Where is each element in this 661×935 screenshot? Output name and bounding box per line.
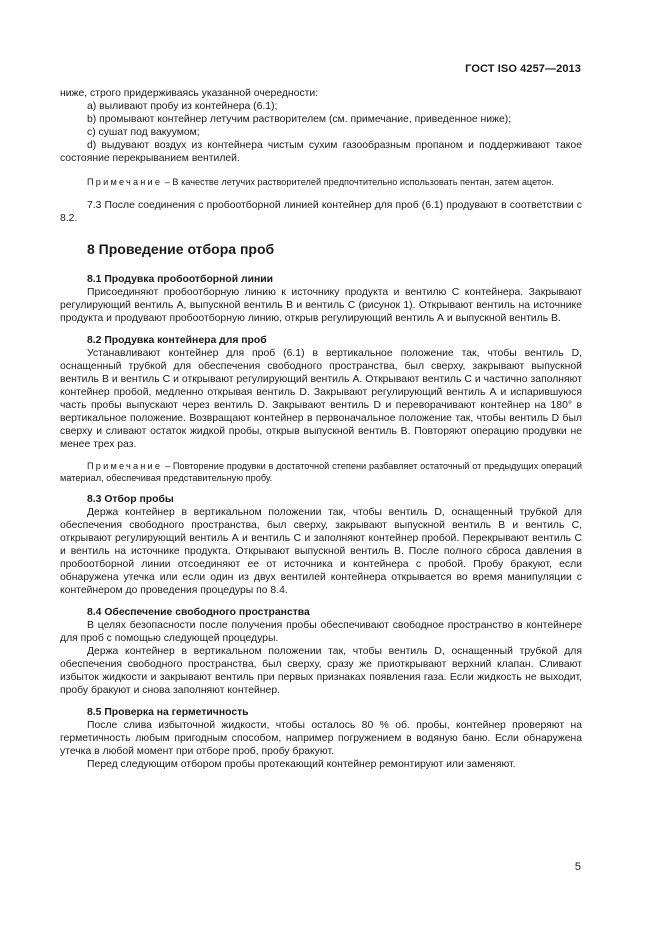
note-solvents — [60, 176, 582, 188]
subsection-8-5-text-2: Перед следующим отбором пробы протекающий контейнер ремонтируют или заменяют. — [87, 759, 516, 770]
step-a: а) выливают пробу из контейнера (6.1); — [87, 101, 278, 112]
page-content — [60, 87, 582, 771]
standard-header: ГОСТ ISO 4257—2013 — [465, 63, 581, 75]
subsection-8-4-text-1: В целях безопасности после получения пробы обеспечивают свободное пространство в контейнере для проб с помощью следующей процедуры. — [60, 620, 582, 644]
subsection-8-4-title: 8.4 Обеспечение свободного пространства — [87, 607, 310, 618]
clause-7-3: 7.3 После соединения с пробоотборной линией контейнер для проб (6.1) продувают в соответствии с 8.2. — [60, 200, 582, 224]
subsection-8-5-title: 8.5 Проверка на герметичность — [87, 707, 249, 718]
subsection-8-2-text: Устанавливают контейнер для проб (6.1) в вертикальное положение так, чтобы вентиль D, оснащенный трубкой для обеспечения свободного пространства, был сверху, закрывают выпускной вентиль В и вентиль С и открывают регулирующий вентиль А. Открывают вентиль С и частично заполняют контейнер пробой, медленно открывая вентиль D. Закрывают регулирующий вентиль А и испарившуюся часть пробы выпускают через вентиль D. Закрывают вентиль D и переворачивают контейнер на 180° в вертикальное положение. Возвращают контейнер в первоначальное положение так, чтобы вентиль D был сверху и сливают остаток жидкой пробы, открыв выпускной вентиль В. Повторяют операцию продувки не менее трех раз. — [60, 348, 582, 450]
note-text: – Повторение продувки в достаточной степени разбавляет остаточный от предыдущих операций материал, обеспечивая представительную пробу. — [60, 461, 582, 483]
subsection-8-2-title: 8.2 Продувка контейнера для проб — [87, 335, 267, 346]
subsection-8-4-text-2: Держа контейнер в вертикальном положении так, чтобы вентиль D, оснащенный трубкой для обеспечения свободного пространства, был сверху, сразу же приоткрывают верхний клапан. Сливают избыток жидкости и закрывают вентиль при первых признаках появления газа. Если жидкость не выходит, пробу бракуют и снова заполняют контейнер. — [60, 646, 582, 696]
page-number: 5 — [574, 861, 581, 873]
intro-lead: ниже, строго придерживаясь указанной очередности: — [60, 88, 319, 99]
subsection-8-3-text: Держа контейнер в вертикальном положении так, чтобы вентиль D, оснащенный трубкой для обеспечения свободного пространства, был сверху, закрывают выпускной вентиль В и вентиль С, открывают регулирующий вентиль А и вентиль С и заполняют контейнер пробой. Перекрывают вентиль С и вентиль на источнике продукта. Открывают выпускной вентиль В. После полного сброса давления в пробоотборной линии отсоединяют ее от источника и контейнера с пробой. Пробу бракуют, если обнаружена утечка или если один из двух вентилей контейнера открывается во время манипуляции с контейнером до проведения процедуры по 8.4. — [60, 507, 582, 596]
note-purging — [60, 460, 582, 484]
subsection-8-1-text: Присоединяют пробоотборную линию к источнику продукта и вентилю С контейнера. Закрывают регулирующий вентиль А, выпускной вентиль В и вентиль С (рисунок 1). Открывают вентиль на источнике продукта и продувают пробоотборную линию, открыв регулирующий вентиль А и выпускной вентиль В. — [60, 287, 582, 324]
step-c: c) сушат под вакуумом; — [87, 127, 200, 138]
note-label: Примечание — [87, 461, 163, 471]
note-text: – В качестве летучих растворителей предпочтительно использовать пентан, затем ацетон. — [162, 177, 554, 187]
step-b: b) промывают контейнер летучим растворителем (см. примечание, приведенное ниже); — [87, 114, 512, 125]
subsection-8-1-title: 8.1 Продувка пробоотборной линии — [87, 274, 274, 285]
subsection-8-3-title: 8.3 Отбор пробы — [87, 494, 174, 505]
step-d: d) выдувают воздух из контейнера чистым сухим газообразным пропаном и поддерживают такое состояние перекрыванием вентилей. — [60, 140, 582, 164]
note-label: Примечание — [87, 177, 163, 187]
section-title: 8 Проведение отбора проб — [87, 241, 275, 257]
subsection-8-5-text-1: После слива избыточной жидкости, чтобы осталось 80 % об. пробы, контейнер проверяют на герметичность любым пригодным способом, например погружением в водяную баню. Если обнаружена утечка в любой момент при отборе проб, пробу бракуют. — [60, 720, 582, 757]
